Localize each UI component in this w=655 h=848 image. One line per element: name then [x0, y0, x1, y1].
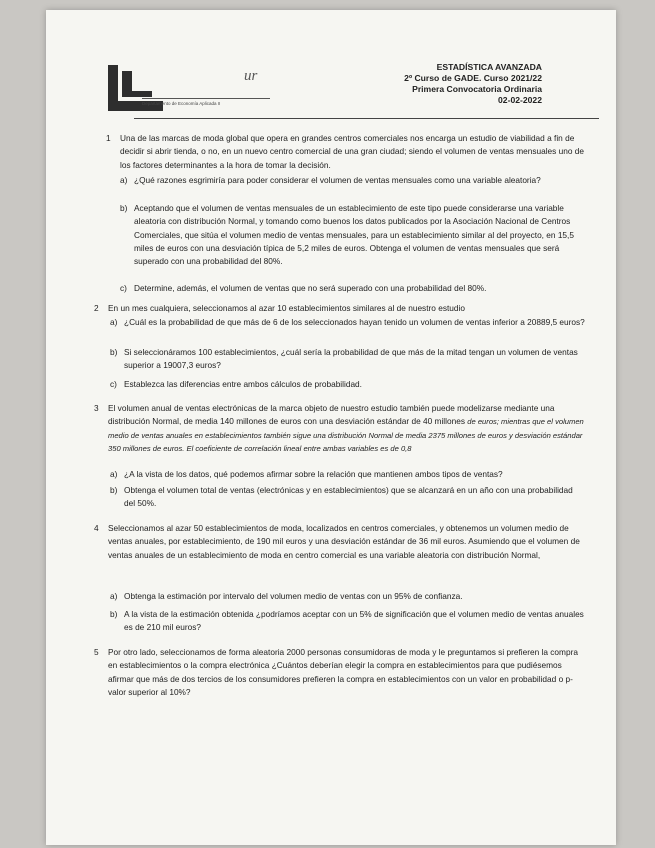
department-name: Departamento de Economía Aplicada II	[142, 101, 221, 106]
question-2	[94, 302, 585, 315]
question-text: Seleccionamos al azar 50 establecimientos de moda, localizados en centros comerciales, y obtenemos un volumen medio de ventas anuales, por establecimiento, de 190 mil euros y una desviación estándar de 36 mil euros. Asumiendo que el volumen de ventas anuales de un establecimiento de moda en centro comercial es una variable aleatoria con distribución Normal,	[108, 523, 580, 560]
question-3b: b) Obtenga el volumen total de ventas (electrónicas y en establecimientos) que se alcanzará en un año con una probabilidad del 50%.	[110, 485, 573, 509]
item-text: ¿Cuál es la probabilidad de que más de 6 de los seleccionados hayan tenido un volumen de ventas inferior a 20889,5 euros?	[124, 317, 585, 327]
questions	[46, 10, 616, 845]
question-number: 4	[94, 523, 99, 533]
question-number: 2	[94, 303, 99, 313]
question-number: 1	[106, 133, 111, 143]
item-text: ¿A la vista de los datos, qué podemos afirmar sobre la relación que mantienen ambos tipos de ventas?	[124, 469, 503, 479]
question-2a: a) ¿Cuál es la probabilidad de que más de 6 de los seleccionados hayan tenido un volumen de ventas inferior a 20889,5 euros?	[110, 317, 585, 327]
question-3a: a) ¿A la vista de los datos, qué podemos afirmar sobre la relación que mantienen ambos tipos de ventas?	[110, 469, 503, 479]
question-number: 5	[94, 647, 99, 657]
question-1c: c) Determine, además, el volumen de ventas que no será superado con una probabilidad del 80%.	[120, 283, 487, 293]
question-text: Por otro lado, seleccionamos de forma aleatoria 2000 personas consumidoras de moda y le preguntamos si prefieren la compra en establecimientos o la compra electrónica ¿Cuántos deberían elegir la compra en establecimientos para que pudiésemos afirmar que más de dos tercios de los consumidores prefieren la compra en establecimientos con un valor en probabilidad o p-valor superior al 10%?	[108, 647, 578, 697]
question-text: El volumen anual de ventas electrónicas de la marca objeto de nuestro estudio también puede modelizarse mediante una distribución Normal, de media 140 millones de euros con una desviación estándar de 40 millones	[108, 403, 555, 427]
item-text: Obtenga el volumen total de ventas (electrónicas y en establecimientos) que se alcanzará en un año con una probabilidad del 50%.	[124, 485, 573, 509]
question-text: Una de las marcas de moda global que opera en grandes centros comerciales nos encarga un estudio de viabilidad a fin de decidir si abrir tienda, o no, en un nuevo centro comercial de una gran ciudad; siendo el volumen de ventas mensuales uno de los factores determinantes a la hora de tomar la decisión.	[120, 133, 584, 170]
item-text: Determine, además, el volumen de ventas que no será superado con una probabilidad del 80%.	[134, 283, 487, 293]
question-number: 3	[94, 403, 99, 413]
question-4	[94, 522, 585, 562]
item-text: A la vista de la estimación obtenida ¿podríamos aceptar con un 5% de significación que el volumen medio de ventas anuales es de 210 mil euros?	[124, 609, 584, 633]
question-2b: b) Si seleccionáramos 100 establecimientos, ¿cuál sería la probabilidad de que más de la mitad tengan un volumen de ventas superior a 19007,3 euros?	[110, 347, 578, 371]
exam-date: 02-02-2022	[498, 95, 542, 105]
question-4b: b) A la vista de la estimación obtenida ¿podríamos aceptar con un 5% de significación que el volumen medio de ventas anuales es de 210 mil euros?	[110, 609, 584, 633]
question-text-small: de euros; mientras que el volumen medio de ventas anuales en establecimientos también sigue una distribución Normal de media 2375 millones de euros y desviación estándar 350 millones de euros. El coeficiente de correlación lineal entre ambas variables es de 0,8	[108, 417, 584, 453]
exam-session: Primera Convocatoria Ordinaria	[412, 84, 542, 94]
item-text: Si seleccionáramos 100 establecimientos, ¿cuál sería la probabilidad de que más de la mitad tengan un volumen de ventas superior a 19007,3 euros?	[124, 347, 578, 371]
question-2c: c) Establezca las diferencias entre ambos cálculos de probabilidad.	[110, 379, 362, 389]
question-5	[94, 646, 585, 699]
question-text: En un mes cualquiera, seleccionamos al azar 10 establecimientos similares al de nuestro estudio	[108, 303, 465, 313]
item-text: Establezca las diferencias entre ambos cálculos de probabilidad.	[124, 379, 362, 389]
item-text: ¿Qué razones esgrimiría para poder considerar el volumen de ventas mensuales como una variable aleatoria?	[134, 175, 541, 185]
exam-page	[46, 10, 616, 845]
question-4a: a) Obtenga la estimación por intervalo del volumen medio de ventas con un 95% de confianza.	[110, 591, 463, 601]
item-text: Obtenga la estimación por intervalo del volumen medio de ventas con un 95% de confianza.	[124, 591, 463, 601]
question-1	[106, 132, 585, 172]
question-1b: b) Aceptando que el volumen de ventas mensuales de un establecimiento de este tipo puede considerarse una variable aleatoria con distribución Normal, y tomando como buenos los datos publicados por la Asociación Nacional de Centros Comerciales, que sitúa el volumen medio de ventas mensuales, para un establecimiento similar al del proyecto, en 15,5 miles de euros con una desviación típica de 5,2 miles de euros. Obtenga el volumen de ventas mensuales que será superado con una probabilidad del 80%.	[120, 203, 574, 267]
question-1a: a) ¿Qué razones esgrimiría para poder considerar el volumen de ventas mensuales como una variable aleatoria?	[120, 175, 541, 185]
university-logo: ur	[244, 68, 258, 84]
course-year: 2º Curso de GADE. Curso 2021/22	[404, 73, 542, 83]
question-3	[94, 402, 585, 455]
course-title: ESTADÍSTICA AVANZADA	[436, 62, 542, 72]
item-text: Aceptando que el volumen de ventas mensuales de un establecimiento de este tipo puede considerarse una variable aleatoria con distribución Normal, y tomando como buenos los datos publicados por la Asociación Nacional de Centros Comerciales, que sitúa el volumen medio de ventas mensuales, para un establecimiento similar al del proyecto, en 15,5 miles de euros con una desviación típica de 5,2 miles de euros. Obtenga el volumen de ventas mensuales que será superado con una probabilidad del 80%.	[134, 203, 574, 267]
